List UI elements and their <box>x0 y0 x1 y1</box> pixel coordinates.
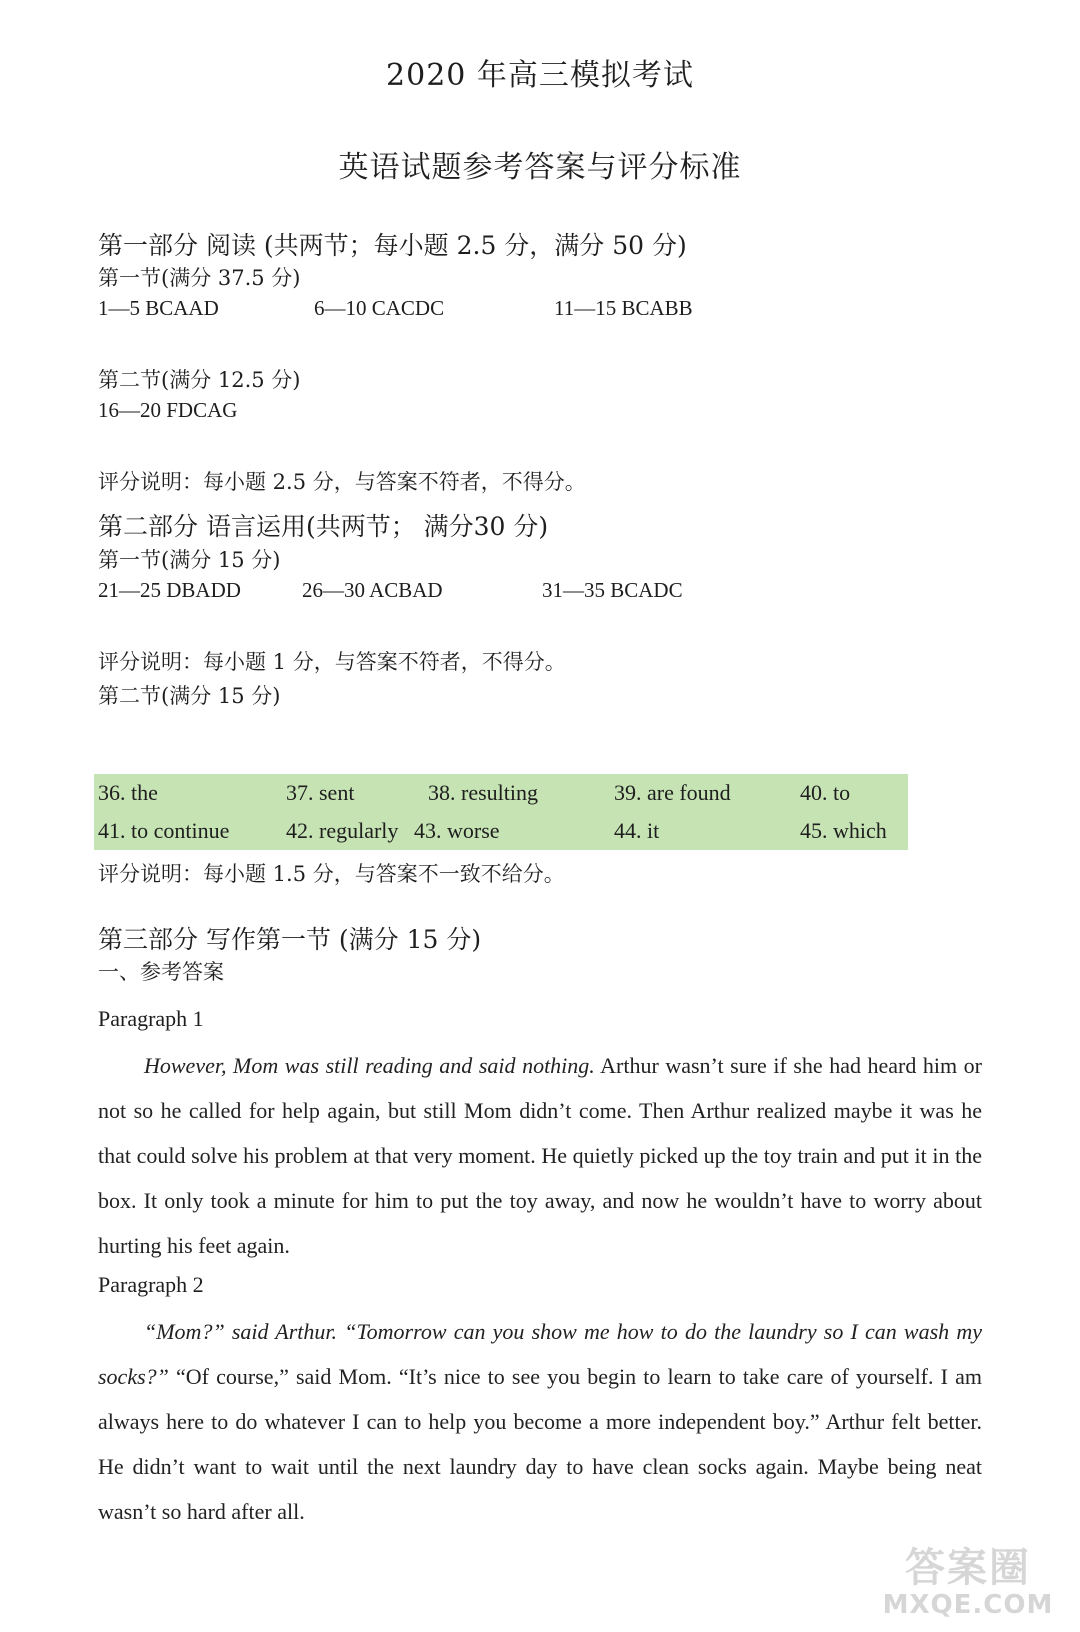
answer-45: 45. which <box>800 818 887 843</box>
part1-sec2-heading: 第二节(满分 12.5 分) <box>98 368 301 392</box>
part1-heading: 第一部分 阅读 (共两节；每小题 2.5 分，满分 50 分) <box>98 231 687 260</box>
paragraph2-body: “Of course,” said Mom. “It’s nice to see you begin to learn to take care of yourself. I am always here to do whatever I can to help you become a more independent boy.” Arthur felt better. He didn’t want to wait until the next laundry day to have clean socks again. Maybe being neat wasn’t so hard after all. <box>98 1364 982 1524</box>
part2-sec2-scoring-note: 评分说明：每小题 1.5 分，与答案不一致不给分。 <box>98 862 565 886</box>
paragraph2-label: Paragraph 2 <box>98 1272 204 1297</box>
watermark-bottom: MXQE.COM <box>882 1590 1054 1620</box>
answer-6-10: 6—10 CACDC <box>314 296 445 320</box>
answer-21-25: 21—25 DBADD <box>98 578 241 602</box>
answer-38: 38. resulting <box>428 780 538 805</box>
answer-36: 36. the <box>98 780 158 805</box>
answer-26-30: 26—30 ACBAD <box>302 578 443 602</box>
watermark-top: 答案圈 <box>905 1545 1031 1591</box>
answer-11-15: 11—15 BCABB <box>554 296 693 320</box>
answer-44: 44. it <box>614 818 660 843</box>
answer-41: 41. to continue <box>98 818 230 843</box>
paragraph2-opening: “Mom?” said Arthur. “Tomorrow can you show me how to do the laundry so I can wash my socks?” <box>98 1319 982 1389</box>
part3-sub-heading: 一、参考答案 <box>98 960 224 984</box>
part2-sec1-heading: 第一节(满分 15 分) <box>98 548 281 572</box>
part2-sec2-heading: 第二节(满分 15 分) <box>98 684 281 708</box>
part3-heading: 第三部分 写作第一节 (满分 15 分) <box>98 925 482 954</box>
paragraph2-text <box>98 1309 982 1534</box>
paragraph1-body: Arthur wasn’t sure if she had heard him or not so he called for help again, but still Mom didn’t come. Then Arthur realized maybe it was he that could solve his problem at that very moment. He quietly picked up the toy train and put it in the box. It only took a minute for him to put the toy away, and now he wouldn’t have to worry about hurting his feet again. <box>98 1053 982 1258</box>
paragraph1-opening: However, Mom was still reading and said nothing. <box>144 1053 595 1078</box>
answer-39: 39. are found <box>614 780 731 805</box>
part2-sec1-scoring-note: 评分说明：每小题 1 分，与答案不符者，不得分。 <box>98 650 566 674</box>
part2-heading: 第二部分 语言运用(共两节； 满分30 分) <box>98 512 549 541</box>
answer-31-35: 31—35 BCADC <box>542 578 683 602</box>
answer-40: 40. to <box>800 780 851 805</box>
part1-sec1-heading: 第一节(满分 37.5 分) <box>98 266 301 290</box>
answer-37: 37. sent <box>286 780 355 805</box>
answer-1-5: 1—5 BCAAD <box>98 296 219 320</box>
answer-42: 42. regularly <box>286 818 399 843</box>
answer-key-title: 英语试题参考答案与评分标准 <box>338 150 742 185</box>
answer-43: 43. worse <box>414 818 500 843</box>
exam-title: 2020 年高三模拟考试 <box>386 58 694 93</box>
answer-16-20: 16—20 FDCAG <box>98 398 238 422</box>
paragraph1-text <box>98 1043 982 1268</box>
watermark-logo <box>878 1546 1058 1624</box>
answer-table <box>94 774 908 850</box>
part1-scoring-note: 评分说明：每小题 2.5 分，与答案不符者，不得分。 <box>98 470 586 494</box>
paragraph1-label: Paragraph 1 <box>98 1006 204 1031</box>
